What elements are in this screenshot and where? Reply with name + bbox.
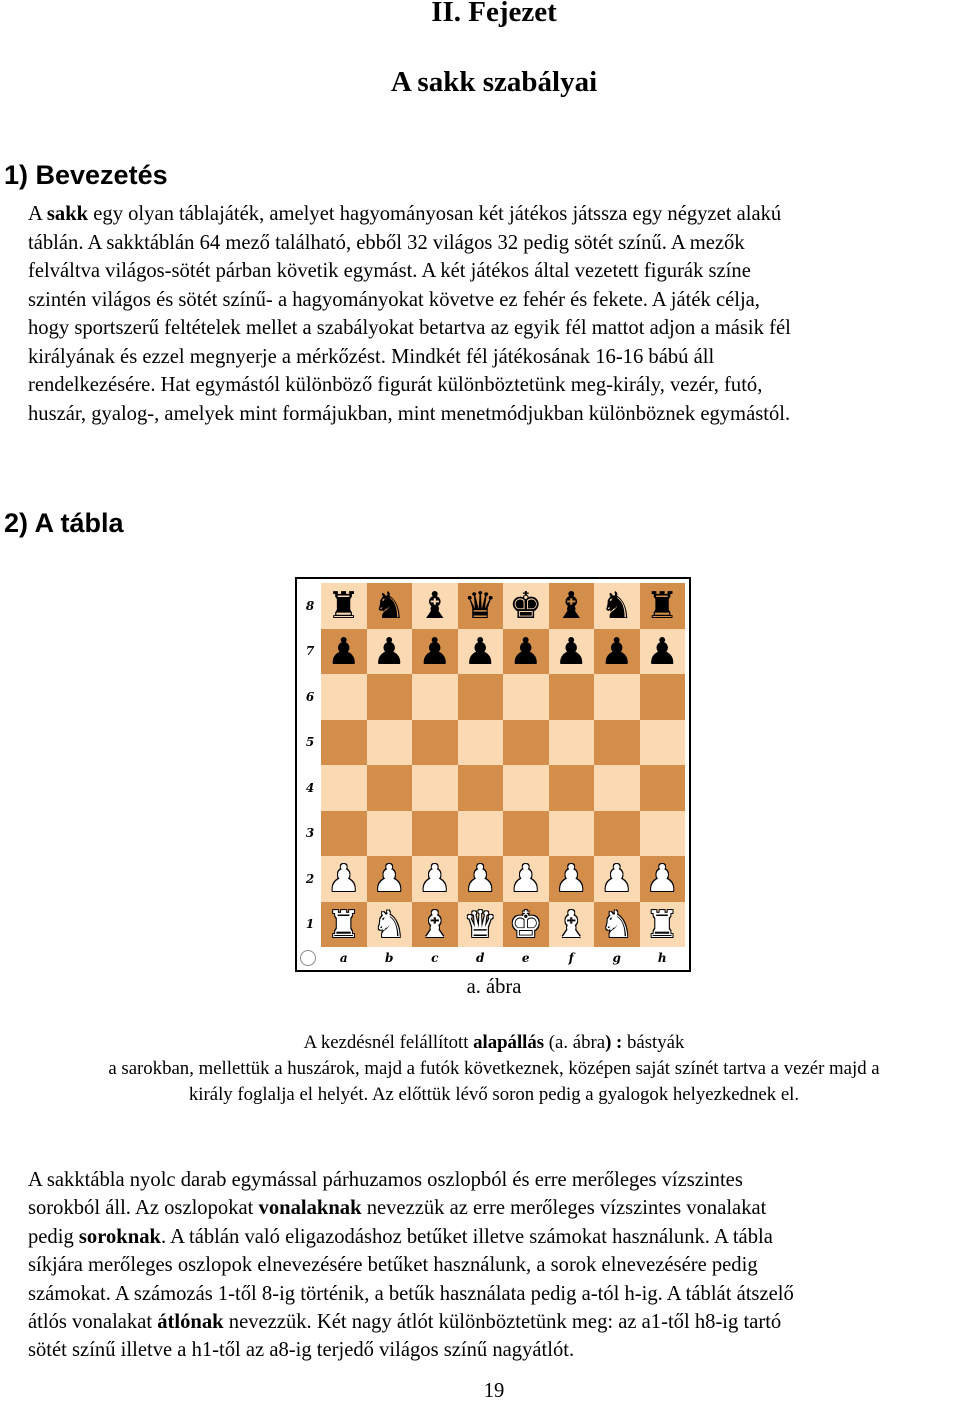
white-pawn-icon: ♟: [600, 857, 634, 901]
board-line: pedig soroknak. A táblán való eligazodáshoz betűket illetve számokat használunk. A tábla: [28, 1225, 773, 1248]
board-square-b1: [367, 902, 413, 948]
section-heading-board: 2) A tábla: [4, 508, 124, 538]
board-square-d8: [458, 583, 504, 629]
white-rook-icon: ♜: [645, 902, 679, 946]
black-knight-icon: ♞: [372, 584, 406, 628]
board-square-d1: [458, 902, 504, 948]
intro-line: táblán. A sakktáblán 64 mező található, ebből 32 világos 32 pedig sötét színű. A mezők: [28, 231, 745, 254]
rank-label: 4: [305, 780, 315, 795]
intro-line: szintén világos és sötét színű- a hagyományokat követve ez fehér és fekete. A játék célja,: [28, 288, 760, 311]
board-square-h6: [640, 674, 686, 720]
board-square-g1: [594, 902, 640, 948]
board-square-b4: [367, 765, 413, 811]
file-label: h: [657, 951, 667, 965]
black-queen-icon: ♛: [463, 584, 497, 628]
board-square-b7: [367, 629, 413, 675]
white-pawn-icon: ♟: [372, 857, 406, 901]
file-label: c: [431, 951, 439, 965]
rank-label: 8: [305, 598, 315, 613]
black-bishop-icon: ♝: [554, 584, 588, 628]
rank-label: 6: [305, 689, 315, 704]
board-square-g7: [594, 629, 640, 675]
figure-text-line-1: A kezdésnél felállított alapállás (a. ábra) : bástyák: [303, 1032, 685, 1053]
white-bishop-icon: ♝: [554, 902, 588, 946]
rank-label: 5: [305, 735, 315, 750]
board-square-b6: [367, 674, 413, 720]
board-square-c5: [412, 720, 458, 766]
black-pawn-icon: ♟: [509, 629, 543, 673]
board-square-c4: [412, 765, 458, 811]
black-pawn-icon: ♟: [463, 629, 497, 673]
rank-label: 3: [305, 826, 315, 841]
rank-label: 2: [305, 871, 315, 886]
page-number: 19: [483, 1380, 505, 1402]
board-square-f3: [549, 811, 595, 857]
board-square-e5: [503, 720, 549, 766]
black-pawn-icon: ♟: [554, 629, 588, 673]
white-queen-icon: ♛: [463, 902, 497, 946]
white-knight-icon: ♞: [600, 902, 634, 946]
board-square-e7: [503, 629, 549, 675]
board-square-d5: [458, 720, 504, 766]
board-square-e1: [503, 902, 549, 948]
black-rook-icon: ♜: [645, 584, 679, 628]
figure-caption: a. ábra: [466, 976, 522, 998]
board-square-g3: [594, 811, 640, 857]
black-pawn-icon: ♟: [327, 629, 361, 673]
black-pawn-icon: ♟: [372, 629, 406, 673]
board-square-a8: [321, 583, 367, 629]
figure-text-line-3: király foglalja el helyét. Az előttük lévő soron pedig a gyalogok helyezkednek el.: [188, 1084, 800, 1105]
file-label: d: [476, 951, 485, 965]
board-square-d7: [458, 629, 504, 675]
board-square-h1: [640, 902, 686, 948]
black-pawn-icon: ♟: [418, 629, 452, 673]
file-label: f: [568, 951, 574, 965]
chess-board: [321, 583, 685, 947]
board-line: átlós vonalakat átlónak nevezzük. Két nagy átlót különböztetünk meg: az a1-től h8-ig tartó: [28, 1311, 782, 1334]
white-knight-icon: ♞: [372, 902, 406, 946]
white-rook-icon: ♜: [327, 902, 361, 946]
board-square-c1: [412, 902, 458, 948]
board-square-d6: [458, 674, 504, 720]
board-square-h4: [640, 765, 686, 811]
board-square-g5: [594, 720, 640, 766]
black-pawn-icon: ♟: [645, 629, 679, 673]
white-pawn-icon: ♟: [554, 857, 588, 901]
board-square-a5: [321, 720, 367, 766]
board-square-c7: [412, 629, 458, 675]
board-square-f8: [549, 583, 595, 629]
board-square-a2: [321, 856, 367, 902]
board-square-f2: [549, 856, 595, 902]
white-pawn-icon: ♟: [327, 857, 361, 901]
intro-line: felváltva világos-sötét párban követik egymást. A két játékos által vezetett figurák színe: [28, 260, 751, 282]
board-square-b3: [367, 811, 413, 857]
rank-labels: [301, 583, 319, 947]
corner-circle-icon: [300, 950, 316, 966]
board-square-h8: [640, 583, 686, 629]
board-square-e8: [503, 583, 549, 629]
board-square-a3: [321, 811, 367, 857]
rank-label: 1: [305, 917, 315, 932]
board-line: számokat. A számozás 1-től 8-ig történik, a betűk használata pedig a-tól h-ig. A táblát átszelő: [28, 1282, 794, 1305]
intro-line: hogy sportszerű feltételek mellet a szabályokat betartva az egyik fél mattot adjon a másik fél: [28, 317, 791, 339]
file-label: e: [521, 951, 530, 965]
figure-text-line-2: a sarokban, mellettük a huszárok, majd a futók következnek, középen saját színét tartva a vezér majd a: [108, 1058, 880, 1079]
board-square-d3: [458, 811, 504, 857]
board-square-e6: [503, 674, 549, 720]
rank-label: 7: [305, 644, 315, 659]
white-pawn-icon: ♟: [463, 857, 497, 901]
board-square-g6: [594, 674, 640, 720]
black-bishop-icon: ♝: [418, 584, 452, 628]
chapter-heading: II. Fejezet: [431, 0, 557, 28]
intro-paragraph: [28, 200, 943, 428]
page-title: A sakk szabályai: [390, 66, 598, 98]
intro-line: királyának és ezzel megnyerje a mérkőzést. Mindkét fél játékosának 16-16 bábú áll: [28, 345, 715, 368]
board-line: sötét színű illetve a h1-től az a8-ig terjedő világos színű nagyátlót.: [28, 1339, 575, 1362]
board-square-a7: [321, 629, 367, 675]
intro-line: huszár, gyalog-, amelyek mint formájukban, mint menetmódjukban különböznek egymástól.: [28, 402, 791, 425]
file-labels: [321, 951, 685, 969]
board-square-a1: [321, 902, 367, 948]
intro-line-1: A sakk egy olyan táblajáték, amelyet hagyományosan két játékos játssza egy négyzet alakú: [28, 203, 782, 225]
chess-board-diagram: [295, 577, 691, 972]
black-rook-icon: ♜: [327, 584, 361, 628]
board-square-c2: [412, 856, 458, 902]
board-square-f5: [549, 720, 595, 766]
white-pawn-icon: ♟: [509, 857, 543, 901]
white-pawn-icon: ♟: [418, 857, 452, 901]
board-square-f4: [549, 765, 595, 811]
board-square-g4: [594, 765, 640, 811]
black-king-icon: ♚: [509, 584, 543, 628]
board-square-a6: [321, 674, 367, 720]
board-square-c3: [412, 811, 458, 857]
board-square-b5: [367, 720, 413, 766]
board-square-d4: [458, 765, 504, 811]
black-pawn-icon: ♟: [600, 629, 634, 673]
white-king-icon: ♚: [509, 902, 543, 946]
board-square-b8: [367, 583, 413, 629]
white-bishop-icon: ♝: [418, 902, 452, 946]
board-line: síkjára merőleges oszlopok elnevezésére betűket használunk, a sorok elnevezésére pedig: [28, 1254, 758, 1277]
board-square-d2: [458, 856, 504, 902]
board-square-f6: [549, 674, 595, 720]
board-square-h5: [640, 720, 686, 766]
board-square-b2: [367, 856, 413, 902]
file-label: a: [339, 951, 348, 965]
board-line: sorokból áll. Az oszlopokat vonalaknak nevezzük az erre merőleges vízszintes vonalakat: [28, 1197, 767, 1220]
black-knight-icon: ♞: [600, 584, 634, 628]
board-square-h3: [640, 811, 686, 857]
board-square-h7: [640, 629, 686, 675]
board-paragraph: [28, 1166, 943, 1365]
board-square-f7: [549, 629, 595, 675]
white-pawn-icon: ♟: [645, 857, 679, 901]
board-square-e2: [503, 856, 549, 902]
board-square-a4: [321, 765, 367, 811]
board-square-c8: [412, 583, 458, 629]
section-heading-intro: 1) Bevezetés: [4, 160, 168, 190]
board-square-h2: [640, 856, 686, 902]
board-square-c6: [412, 674, 458, 720]
file-label: g: [612, 951, 621, 965]
board-square-g2: [594, 856, 640, 902]
board-line: A sakktábla nyolc darab egymással párhuzamos oszlopból és erre merőleges vízszintes: [28, 1169, 743, 1191]
board-square-e3: [503, 811, 549, 857]
board-square-e4: [503, 765, 549, 811]
intro-line: rendelkezésére. Hat egymástól különböző figurát különböztetünk meg-király, vezér, futó,: [28, 374, 763, 396]
board-square-g8: [594, 583, 640, 629]
board-square-f1: [549, 902, 595, 948]
file-label: b: [385, 951, 394, 965]
